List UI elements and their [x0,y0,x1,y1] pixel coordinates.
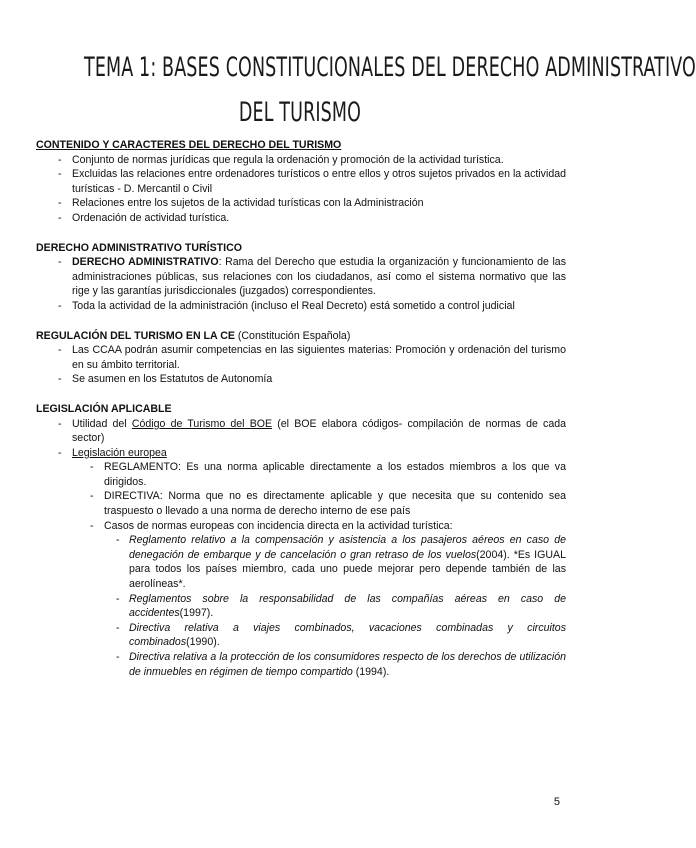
text: (el BOE elabora códigos- compilación de normas de cada sector) [72,417,566,445]
text: Casos de normas europeas con incidencia directa en la actividad turística: [104,519,453,532]
term-definition: : Rama del Derecho que estudia la organización y funcionamiento de las administraciones públicas, sus relaciones con los ciudadanos, así como el sistema normativo que las rige y las garantías jurisdiccionales (juzgados) correspondientes. [72,256,566,298]
list-item: - Se asumen en los Estatutos de Autonomía [36,372,566,387]
list-item: - Las CCAA podrán asumir competencias en las siguientes materias: Promoción y ordenación del turismo en su ámbito territorial. [36,343,566,372]
document-body [36,138,566,679]
case-year: (1997). [179,607,214,620]
page-title-line-1: TEMA 1: BASES CONSTITUCIONALES DEL DERECHO ADMINISTRATIVO [83,52,696,83]
page-number: 5 [553,796,560,808]
sublist-item: - REGLAMENTO: Es una norma aplicable directamente a los estados miembros a los que va dirigidos. [72,460,566,489]
cases-list [80,533,566,679]
list-item: - Ordenación de actividad turística. [36,211,566,226]
page-title-line-2: DEL TURISMO [238,97,362,128]
section-heading-contenido: CONTENIDO Y CARACTERES DEL DERECHO DEL TURISMO [36,139,342,151]
list-item: - Excluidas las relaciones entre ordenadores turísticos o entre ellos y otros sujetos privados en la actividad turísticas - D. Mercantil o Civil [36,167,566,196]
term-bold: DERECHO ADMINISTRATIVO [72,256,219,269]
codigo-turismo-link[interactable]: Código de Turismo del BOE [131,417,273,430]
sublist-item: - DIRECTIVA: Norma que no es directamente aplicable y que necesita que su contenido sea traspuesto o llevado a una norma de derecho interno de ese país [72,489,566,518]
list-contenido [36,153,566,226]
section-heading-legislacion: LEGISLACIÓN APLICABLE [36,402,172,415]
heading-text: REGULACIÓN DEL TURISMO EN LA CE [36,329,235,342]
case-year: (2004). [476,548,510,561]
list-regulacion [36,343,566,387]
case-item [104,650,566,679]
list-item [36,255,566,299]
list-derecho-administrativo [36,255,566,313]
case-title: Directiva relativa a la protección de los consumidores respecto de los derechos de utilización de inmuebles en régimen de tiempo compartido [129,651,566,678]
list-legislacion [36,417,566,680]
case-year: (1990). [186,636,220,649]
section-heading-derecho-administrativo: DERECHO ADMINISTRATIVO TURÍSTICO [36,241,242,254]
list-item: - Toda la actividad de la administración (incluso el Real Decreto) está sometido a control judicial [36,299,566,314]
case-year: (1994). [352,665,390,678]
case-title: Directiva relativa a viajes combinados, vacaciones combinadas y circuitos combinados [129,621,566,649]
list-item [36,417,566,446]
heading-note: (Constitución Española) [234,329,351,342]
case-item [104,621,566,650]
sublist-item [72,519,566,680]
case-title: Reglamentos sobre la responsabilidad de las compañías aéreas en caso de accidentes [129,592,566,620]
case-item [104,592,566,621]
list-item: - Conjunto de normas jurídicas que regula la ordenación y promoción de la actividad turística. [36,153,566,168]
section-heading-regulacion [36,329,566,344]
list-item [36,446,566,680]
text: Utilidad del [72,417,132,430]
case-item [104,533,566,591]
case-title: Reglamento relativo a la compensación y asistencia a los pasajeros aéreos en caso de denegación de embarque y de cancelación o gran retraso de los vuelos [129,534,566,561]
legislacion-europea-link[interactable]: Legislación europea [72,446,167,459]
list-item: - Relaciones entre los sujetos de la actividad turísticas con la Administración [36,196,566,211]
sublist-europea [54,460,566,679]
case-note: *Es IGUAL para todos los países miembro, cada uno puede mejorar pero depende también de las aerolíneas*. [129,548,566,591]
